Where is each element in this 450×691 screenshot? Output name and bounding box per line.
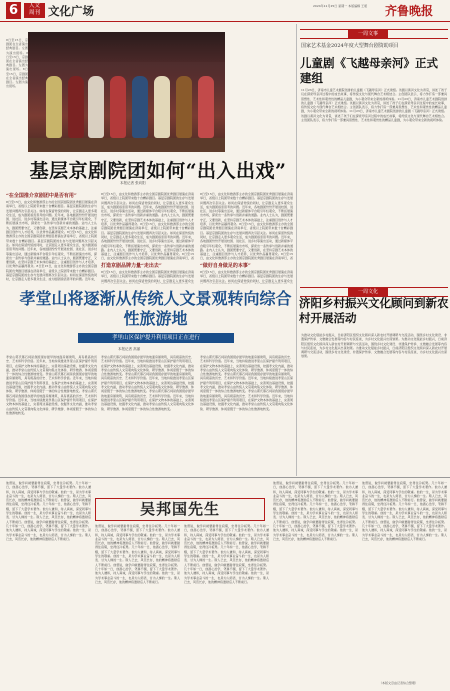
page-number: 6: [6, 2, 21, 19]
article5-body-col2: 他曾说，做学问就要耐得住寂寞，坐得住冷板凳。几十年如一日，他潜心治学，笔耕不辍，留下了大量学术著作。他为人谦和，待人真诚，深受同事与学生的敬重。他的一生，是为学术事业奋斗的一生，也是为人师表、甘为人梯的一生。斯人已去，风范长存，他的精神将激励后人不断前行。他曾说，做学问就要耐得住寂寞，坐得住冷板凳。几十年如一日，他潜心治学，笔耕不辍，留下了大量学术著作。他为人谦和，待人真诚，深受同事与学生的敬重。他的一生，是为学术事业奋斗的一生，也是为人师表、甘为人梯的一生。斯人已去，风范长存，他的精神将激励后人不断前行。他曾说，做学问就要耐得住寂寞，坐得住冷板凳。几十年如一日，他潜心治学，笔耕不辍，留下了大量学术著作。他为人谦和，待人真诚，深受同事与学生的敬重。他的一生，是为学术事业奋斗的一生，也是为人师表、甘为人梯的一生。斯人已去，风范长存，他的精神将激励后人不断前行。: [95, 524, 180, 584]
article5-body-col5: 他曾说，做学问就要耐得住寂寞，坐得住冷板凳。几十年如一日，他潜心治学，笔耕不辍，留下了大量学术著作。他为人谦和，待人真诚，深受同事与学生的敬重。他的一生，是为学术事业奋斗的一生，也是为人师表、甘为人梯的一生。斯人已去，风范长存，他的精神将激励后人不断前行。他曾说，做学问就要耐得住寂寞，坐得住冷板凳。几十年如一日，他潜心治学，笔耕不辍，留下了大量学术著作。他为人谦和，待人真诚，深受同事与学生的敬重。他的一生，是为学术事业奋斗的一生，也是为人师表、甘为人梯的一生。斯人已去，风范长存，他的精神将激励后人不断前行。他曾说，做学问就要耐得住寂寞，坐得住冷板凳。几十年如一日，他潜心治学，笔耕不辍，留下了大量学术著作。他为人谦和，待人真诚，深受同事与学生的敬重。他的一生，是为学术事业奋斗的一生，也是为人师表、甘为人梯的一生。斯人已去，风范长存，他的精神将激励后人不断前行。: [362, 481, 447, 541]
article2-headline: 儿童剧《飞越母亲河》正式建组: [300, 56, 438, 85]
article2-body: 11月23日，济南市儿童艺术剧院创排的儿童剧《飞越母亲河》正式建组。该剧以黄河文化为背景，讲述了孩子们在探索母亲河过程中的成长故事，将传统文化与现代舞台艺术相结合。主创团队表示，将力争打造一部兼具思想性、艺术性和观赏性的精品儿童剧，为小观众带来全新的视听体验。11月23日，济南市儿童艺术剧院创排的儿童剧《飞越母亲河》正式建组。该剧以黄河文化为背景，讲述了孩子们在探索母亲河过程中的成长故事，将传统文化与现代舞台艺术相结合。主创团队表示，将力争打造一部兼具思想性、艺术性和观赏性的精品儿童剧，为小观众带来全新的视听体验。11月23日，济南市儿童艺术剧院创排的儿童剧《飞越母亲河》正式建组。该剧以黄河文化为背景，讲述了孩子们在探索母亲河过程中的成长故事，将传统文化与现代舞台艺术相结合。主创团队表示，将力争打造一部兼具思想性、艺术性和观赏性的精品儿童剧，为小观众带来全新的视听体验。: [301, 88, 447, 123]
article1-subhead-1: “在全国推介京剧团中是否有用”: [6, 193, 77, 199]
header-meta: 2024年11月25日 星期一 本版编辑 王昭: [313, 4, 368, 8]
article1-body-col3b: 8日至15日，由文化和旅游部主办的全国京剧院团优秀剧目展演在济南举行，省级以上院团带来数十台精彩剧目。基层京剧院团的生存与发展问题再次引起关注。如何在保留传统的同时，让京剧走入更多观众生: [200, 270, 293, 283]
article5-body-col3: 他曾说，做学问就要耐得住寂寞，坐得住冷板凳。几十年如一日，他潜心治学，笔耕不辍，留下了大量学术著作。他为人谦和，待人真诚，深受同事与学生的敬重。他的一生，是为学术事业奋斗的一生，也是为人师表、甘为人梯的一生。斯人已去，风范长存，他的精神将激励后人不断前行。他曾说，做学问就要耐得住寂寞，坐得住冷板凳。几十年如一日，他潜心治学，笔耕不辍，留下了大量学术著作。他为人谦和，待人真诚，深受同事与学生的敬重。他的一生，是为学术事业奋斗的一生，也是为人师表、甘为人梯的一生。斯人已去，风范长存，他的精神将激励后人不断前行。他曾说，做学问就要耐得住寂寞，坐得住冷板凳。几十年如一日，他潜心治学，笔耕不辍，留下了大量学术著作。他为人谦和，待人真诚，深受同事与学生的敬重。他的一生，是为学术事业奋斗的一生，也是为人师表、甘为人梯的一生。斯人已去，风范长存，他的精神将激励后人不断前行。: [184, 524, 269, 584]
article2-kicker: 国家艺术基金2024年度大型舞台剧资助项目: [301, 43, 399, 49]
article4-headline: 孝堂山将逐渐从传统人文景观转向综合性旅游地: [19, 289, 292, 328]
article1-headline: 基层京剧院团如何“出入出戏”: [29, 160, 287, 182]
opera-stage-photo: [28, 32, 225, 152]
article5-body-col4: 他曾说，做学问就要耐得住寂寞，坐得住冷板凳。几十年如一日，他潜心治学，笔耕不辍，留下了大量学术著作。他为人谦和，待人真诚，深受同事与学生的敬重。他的一生，是为学术事业奋斗的一生，也是为人师表、甘为人梯的一生。斯人已去，风范长存，他的精神将激励后人不断前行。他曾说，做学问就要耐得住寂寞，坐得住冷板凳。几十年如一日，他潜心治学，笔耕不辍，留下了大量学术著作。他为人谦和，待人真诚，深受同事与学生的敬重。他的一生，是为学术事业奋斗的一生，也是为人师表、甘为人梯的一生。斯人已去，风范长存，他的精神将激励后人不断前行。他曾说，做学问就要耐得住寂寞，坐得住冷板凳。几十年如一日，他潜心治学，笔耕不辍，留下了大量学术著作。他为人谦和，待人真诚，深受同事与学生的敬重。他的一生，是为学术事业奋斗的一生，也是为人师表、甘为人梯的一生。斯人已去，风范长存，他的精神将激励后人不断前行。: [273, 481, 358, 541]
article4-byline: 本报记者 高丽: [118, 347, 141, 351]
article3-tag: 一周文化: [348, 287, 388, 297]
newspaper-masthead: 齐鲁晚报: [385, 4, 434, 18]
article4-body-col1: 孝堂山郭氏墓石祠是我国现存最早的地面房屋建筑，具有极高的历史、艺术和科学价值。近年来，当地持续推进孝里山区保护提升利用项目，在保护文物本体的基础上，完善周边基础设施，挖掘孝文化内涵，推动孝堂山由传统人文景观向集文化体验、研学旅游、休闲度假于一体的综合性旅游地转变。孝堂山郭氏墓石祠是我国现存最早的地面房屋建筑，具有极高的历史、艺术和科学价值。近年来，当地持续推进孝里山区保护提升利用项目，在保护文物本体的基础上，完善周边基础设施，挖掘孝文化内涵，推动孝堂山由传统人文景观向集文化体验、研学旅游、休闲度假于一体的综合性旅游地转变。孝堂山郭氏墓石祠是我国现存最早的地面房屋建筑，具有极高的历史、艺术和科学价值。近年来，当地持续推进孝里山区保护提升利用项目，在保护文物本体的基础上，完善周边基础设施，挖掘孝文化内涵，推动孝堂山由传统人文景观向集文化体验、研学旅游、休闲度假于一体的综合性旅游地转变。: [6, 355, 97, 415]
article1-subhead-2: 打造京剧品牌力量“走出去”: [101, 263, 162, 269]
photo-caption: 8日至15日，京剧团在全省演出经典剧目。左图为演出现场。8日至15日，京剧团在全省演出经典剧目。左图为演出现场。8日至15日，京剧团在全省演出经典剧目。左图为演出现场。: [6, 38, 28, 89]
article1-subhead-3: “做好自身做足的本事”: [200, 263, 251, 269]
section-badge: 人文 周刊: [24, 3, 45, 18]
article2-tagline: [300, 29, 448, 39]
section-divider: [0, 477, 450, 478]
article3-headline: 济阳乡村振兴文化顾问到新农村开展活动: [299, 296, 449, 325]
article4-body-col2: 孝堂山郭氏墓石祠是我国现存最早的地面房屋建筑，具有极高的历史、艺术和科学价值。近年来，当地持续推进孝里山区保护提升利用项目，在保护文物本体的基础上，完善周边基础设施，挖掘孝文化内涵，推动孝堂山由传统人文景观向集文化体验、研学旅游、休闲度假于一体的综合性旅游地转变。孝堂山郭氏墓石祠是我国现存最早的地面房屋建筑，具有极高的历史、艺术和科学价值。近年来，当地持续推进孝里山区保护提升利用项目，在保护文物本体的基础上，完善周边基础设施，挖掘孝文化内涵，推动孝堂山由传统人文景观向集文化体验、研学旅游、休闲度假于一体的综合性旅游地转变。孝堂山郭氏墓石祠是我国现存最早的地面房屋建筑，具有极高的历史、艺术和科学价值。近年来，当地持续推进孝里山区保护提升利用项目，在保护文物本体的基础上，完善周边基础设施，挖掘孝文化内涵，推动孝堂山由传统人文景观向集文化体验、研学旅游、休闲度假于一体的综合性旅游地转变。: [101, 355, 194, 411]
article1-byline: 本报记者 张向阳: [120, 181, 146, 185]
article1-body-col3: 8日至15日，由文化和旅游部主办的全国京剧院团优秀剧目展演在济南举行，省级以上院团带来数十台精彩剧目。基层京剧院团的生存与发展问题再次引起关注。如何在保留传统的同时，让京剧走入更多观众生活，成为剧团亟需思考的问题。近年来，各地剧团纷纷开展进校园、进社区、进乡村等演出活动，通过新媒体平台吸引年轻观众，不断拓展演出市场，探索出一条传承与创新并重的道路。业内人士认为，剧团既要守正，又要创新，在坚持京剧艺术本体的基础上，注重剧目创作与人才培养，以优秀作品赢得观众。8日至15日，由文化和旅游部主办的全国京剧院团优秀剧目展演在济南举行，省级以上院团带来数十台精彩剧目。基层京剧院团的生存与发展问题再次引起关注。如何在保留传统的同时，让京剧走入更多观众生活，成为剧团亟需思考的问题。近年来，各地剧团纷纷开展进校园、进社区、进乡村等演出活动，通过新媒体平台吸引年轻观众，不断拓展演出市场，探索出一条传承与创新并重的道路。业内人士认为，剧团既要守正，又要创新，在坚持京剧艺术本体的基础上，注重剧目创作与人才培养，以优秀作品赢得观众。8日至15日，由文化和旅游部主办的全国京剧院团优秀剧目展演在济南举行，省: [200, 192, 293, 260]
article2-tag: 一周文事: [348, 29, 388, 39]
article3-body: 为推动文化赋能乡村振兴，日前济阳区组织文化顾问深入新农村开展调研与交流活动，围绕乡村文化建设、非遗保护传承、文旅融合发展等内容与村民座谈，为乡村文化振兴出谋划策。为推动文化赋能乡村振兴，日前济阳区组织文化顾问深入新农村开展调研与交流活动，围绕乡村文化建设、非遗保护传承、文旅融合发展等内容与村民座谈，为乡村文化振兴出谋划策。为推动文化赋能乡村振兴，日前济阳区组织文化顾问深入新农村开展调研与交流活动，围绕乡村文化建设、非遗保护传承、文旅融合发展等内容与村民座谈，为乡村文化振兴出谋划策。: [301, 333, 447, 359]
article4-subtitle: 孝里山区保护提升利用项目正在进行: [78, 333, 234, 343]
section-title: 文化广场: [48, 4, 94, 18]
article1-body-col1: 8日至15日，由文化和旅游部主办的全国京剧院团优秀剧目展演在济南举行，省级以上院团带来数十台精彩剧目。基层京剧院团的生存与发展问题再次引起关注。如何在保留传统的同时，让京剧走入更多观众生活，成为剧团亟需思考的问题。近年来，各地剧团纷纷开展进校园、进社区、进乡村等演出活动，通过新媒体平台吸引年轻观众，不断拓展演出市场，探索出一条传承与创新并重的道路。业内人士认为，剧团既要守正，又要创新，在坚持京剧艺术本体的基础上，注重剧目创作与人才培养，以优秀作品赢得观众。8日至15日，由文化和旅游部主办的全国京剧院团优秀剧目展演在济南举行，省级以上院团带来数十台精彩剧目。基层京剧院团的生存与发展问题再次引起关注。如何在保留传统的同时，让京剧走入更多观众生活，成为剧团亟需思考的问题。近年来，各地剧团纷纷开展进校园、进社区、进乡村等演出活动，通过新媒体平台吸引年轻观众，不断拓展演出市场，探索出一条传承与创新并重的道路。业内人士认为，剧团既要守正，又要创新，在坚持京剧艺术本体的基础上，注重剧目创作与人才培养，以优秀作品赢得观众。8日至15日，由文化和旅游部主办的全国京剧院团优秀剧目展演在济南举行，省级以上院团带来数十台精彩剧目。基层京剧院团的生存与发展问题再次引起关注。如何在保留传统的同时，让京剧走入更多观众生活，成为剧团亟需思考的问题。近年来，: [6, 200, 97, 282]
article4-body-col3: 孝堂山郭氏墓石祠是我国现存最早的地面房屋建筑，具有极高的历史、艺术和科学价值。近年来，当地持续推进孝里山区保护提升利用项目，在保护文物本体的基础上，完善周边基础设施，挖掘孝文化内涵，推动孝堂山由传统人文景观向集文化体验、研学旅游、休闲度假于一体的综合性旅游地转变。孝堂山郭氏墓石祠是我国现存最早的地面房屋建筑，具有极高的历史、艺术和科学价值。近年来，当地持续推进孝里山区保护提升利用项目，在保护文物本体的基础上，完善周边基础设施，挖掘孝文化内涵，推动孝堂山由传统人文景观向集文化体验、研学旅游、休闲度假于一体的综合性旅游地转变。孝堂山郭氏墓石祠是我国现存最早的地面房屋建筑，具有极高的历史、艺术和科学价值。近年来，当地持续推进孝里山区保护提升利用项目，在保护文物本体的基础上，完善周边基础设施，挖掘孝文化内涵，推动孝堂山由传统人文景观向集文化体验、研学旅游、休闲度假于一体的综合性旅游地转变。: [200, 355, 293, 411]
article5-body-col1: 他曾说，做学问就要耐得住寂寞，坐得住冷板凳。几十年如一日，他潜心治学，笔耕不辍，留下了大量学术著作。他为人谦和，待人真诚，深受同事与学生的敬重。他的一生，是为学术事业奋斗的一生，也是为人师表、甘为人梯的一生。斯人已去，风范长存，他的精神将激励后人不断前行。他曾说，做学问就要耐得住寂寞，坐得住冷板凳。几十年如一日，他潜心治学，笔耕不辍，留下了大量学术著作。他为人谦和，待人真诚，深受同事与学生的敬重。他的一生，是为学术事业奋斗的一生，也是为人师表、甘为人梯的一生。斯人已去，风范长存，他的精神将激励后人不断前行。他曾说，做学问就要耐得住寂寞，坐得住冷板凳。几十年如一日，他潜心治学，笔耕不辍，留下了大量学术著作。他为人谦和，待人真诚，深受同事与学生的敬重。他的一生，是为学术事业奋斗的一生，也是为人师表、甘为人梯的一生。斯人已去，风范长存，他的精神将激励后人不断前行。: [6, 481, 91, 541]
footer-note: （本版文章由记者综合整理）: [379, 681, 419, 685]
article1-body-col2b: 8日至15日，由文化和旅游部主办的全国京剧院团优秀剧目展演在济南举行，省级以上院团带来数十台精彩剧目。基层京剧院团的生存与发展问题再次引起关注。如何在保留传统的同时，让京剧走入更多观众生: [101, 270, 194, 283]
column-divider: [296, 24, 297, 476]
article1-body-col2: 8日至15日，由文化和旅游部主办的全国京剧院团优秀剧目展演在济南举行，省级以上院团带来数十台精彩剧目。基层京剧院团的生存与发展问题再次引起关注。如何在保留传统的同时，让京剧走入更多观众生活，成为剧团亟需思考的问题。近年来，各地剧团纷纷开展进校园、进社区、进乡村等演出活动，通过新媒体平台吸引年轻观众，不断拓展演出市场，探索出一条传承与创新并重的道路。业内人士认为，剧团既要守正，又要创新，在坚持京剧艺术本体的基础上，注重剧目创作与人才培养，以优秀作品赢得观众。8日至15日，由文化和旅游部主办的全国京剧院团优秀剧目展演在济南举行，省级以上院团带来数十台精彩剧目。基层京剧院团的生存与发展问题再次引起关注。如何在保留传统的同时，让京剧走入更多观众生活，成为剧团亟需思考的问题。近年来，各地剧团纷纷开展进校园、进社区、进乡村等演出活动，通过新媒体平台吸引年轻观众，不断拓展演出市场，探索出一条传承与创新并重的道路。业内人士认为，剧团既要守正，又要创新，在坚持京剧艺术本体的基础上，注重剧目创作与人才培养，以优秀作品赢得观众。8日至15日，由文化和旅游部主办的全国京剧院团优秀剧目展演在济南举行，省: [101, 192, 194, 260]
article5-headline: 吴邦国先生: [95, 498, 265, 521]
